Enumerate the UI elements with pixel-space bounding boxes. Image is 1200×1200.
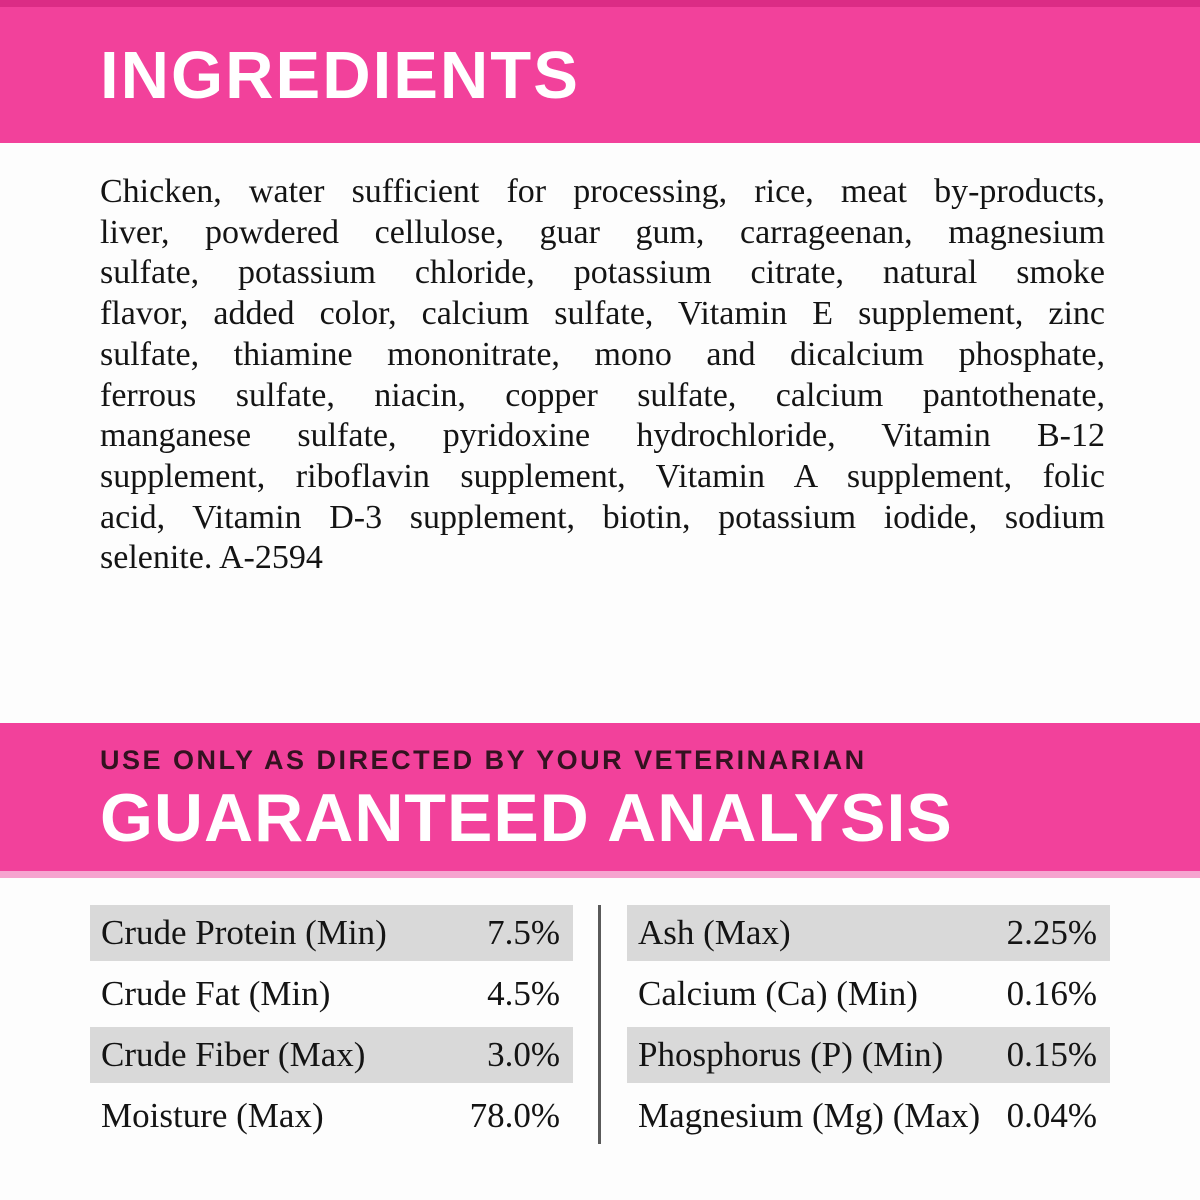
nutrient-label: Magnesium (Mg) (Max) — [638, 1096, 981, 1135]
guaranteed-analysis-banner — [0, 723, 1200, 871]
analysis-row-phosphorus — [627, 1027, 1110, 1083]
nutrient-label: Crude Protein (Min) — [101, 913, 387, 952]
nutrient-label: Crude Fiber (Max) — [101, 1035, 366, 1074]
nutrient-value: 0.15% — [1006, 1035, 1097, 1074]
ingredients-text — [100, 172, 1105, 579]
ingredients-banner — [0, 0, 1200, 143]
nutrient-label: Calcium (Ca) (Min) — [638, 974, 918, 1013]
nutrient-label: Ash (Max) — [638, 913, 791, 952]
ingredients-line-10: selenite. A-2594 — [100, 539, 323, 577]
ingredients-line-4: flavor, added color, calcium sulfate, Vitamin E supplement, zinc — [100, 295, 1105, 333]
analysis-row-crude-fiber — [90, 1027, 573, 1083]
ingredients-line-9: acid, Vitamin D-3 supplement, biotin, potassium iodide, sodium — [100, 498, 1105, 536]
nutrient-value: 0.16% — [1006, 974, 1097, 1013]
ingredients-line-2: liver, powdered cellulose, guar gum, carrageenan, magnesium — [100, 213, 1105, 251]
nutrient-value: 0.04% — [1006, 1096, 1097, 1135]
ingredients-line-5: sulfate, thiamine mononitrate, mono and dicalcium phosphate, — [100, 335, 1105, 373]
banner-top-accent — [0, 0, 1200, 7]
analysis-column-right — [627, 905, 1110, 1144]
ingredients-line-8: supplement, riboflavin supplement, Vitamin A supplement, folic — [100, 457, 1105, 495]
nutrient-label: Phosphorus (P) (Min) — [638, 1035, 944, 1074]
ingredients-title: INGREDIENTS — [100, 38, 580, 113]
column-divider — [598, 905, 601, 1144]
ingredients-line-6: ferrous sulfate, niacin, copper sulfate, calcium pantothenate, — [100, 376, 1105, 414]
analysis-row-crude-fat — [90, 966, 573, 1022]
analysis-row-calcium — [627, 966, 1110, 1022]
analysis-row-moisture — [90, 1088, 573, 1144]
nutrient-value: 7.5% — [487, 913, 560, 952]
nutrient-value: 4.5% — [487, 974, 560, 1013]
nutrient-label: Moisture (Max) — [101, 1096, 324, 1135]
ingredients-line-7: manganese sulfate, pyridoxine hydrochloride, Vitamin B-12 — [100, 417, 1105, 455]
analysis-row-magnesium — [627, 1088, 1110, 1144]
ingredients-line-3: sulfate, potassium chloride, potassium citrate, natural smoke — [100, 254, 1105, 292]
nutrient-value: 78.0% — [469, 1096, 560, 1135]
analysis-column-left — [90, 905, 573, 1144]
banner-ga-bottom-accent — [0, 871, 1200, 878]
nutrient-value: 2.25% — [1006, 913, 1097, 952]
ingredients-line-1: Chicken, water sufficient for processing, rice, meat by-products, — [100, 173, 1105, 210]
guaranteed-analysis-title: GUARANTEED ANALYSIS — [100, 779, 953, 856]
veterinarian-notice: USE ONLY AS DIRECTED BY YOUR VETERINARIAN — [100, 744, 867, 775]
analysis-row-ash — [627, 905, 1110, 961]
nutrient-label: Crude Fat (Min) — [101, 974, 331, 1013]
nutrient-value: 3.0% — [487, 1035, 560, 1074]
analysis-row-crude-protein — [90, 905, 573, 961]
